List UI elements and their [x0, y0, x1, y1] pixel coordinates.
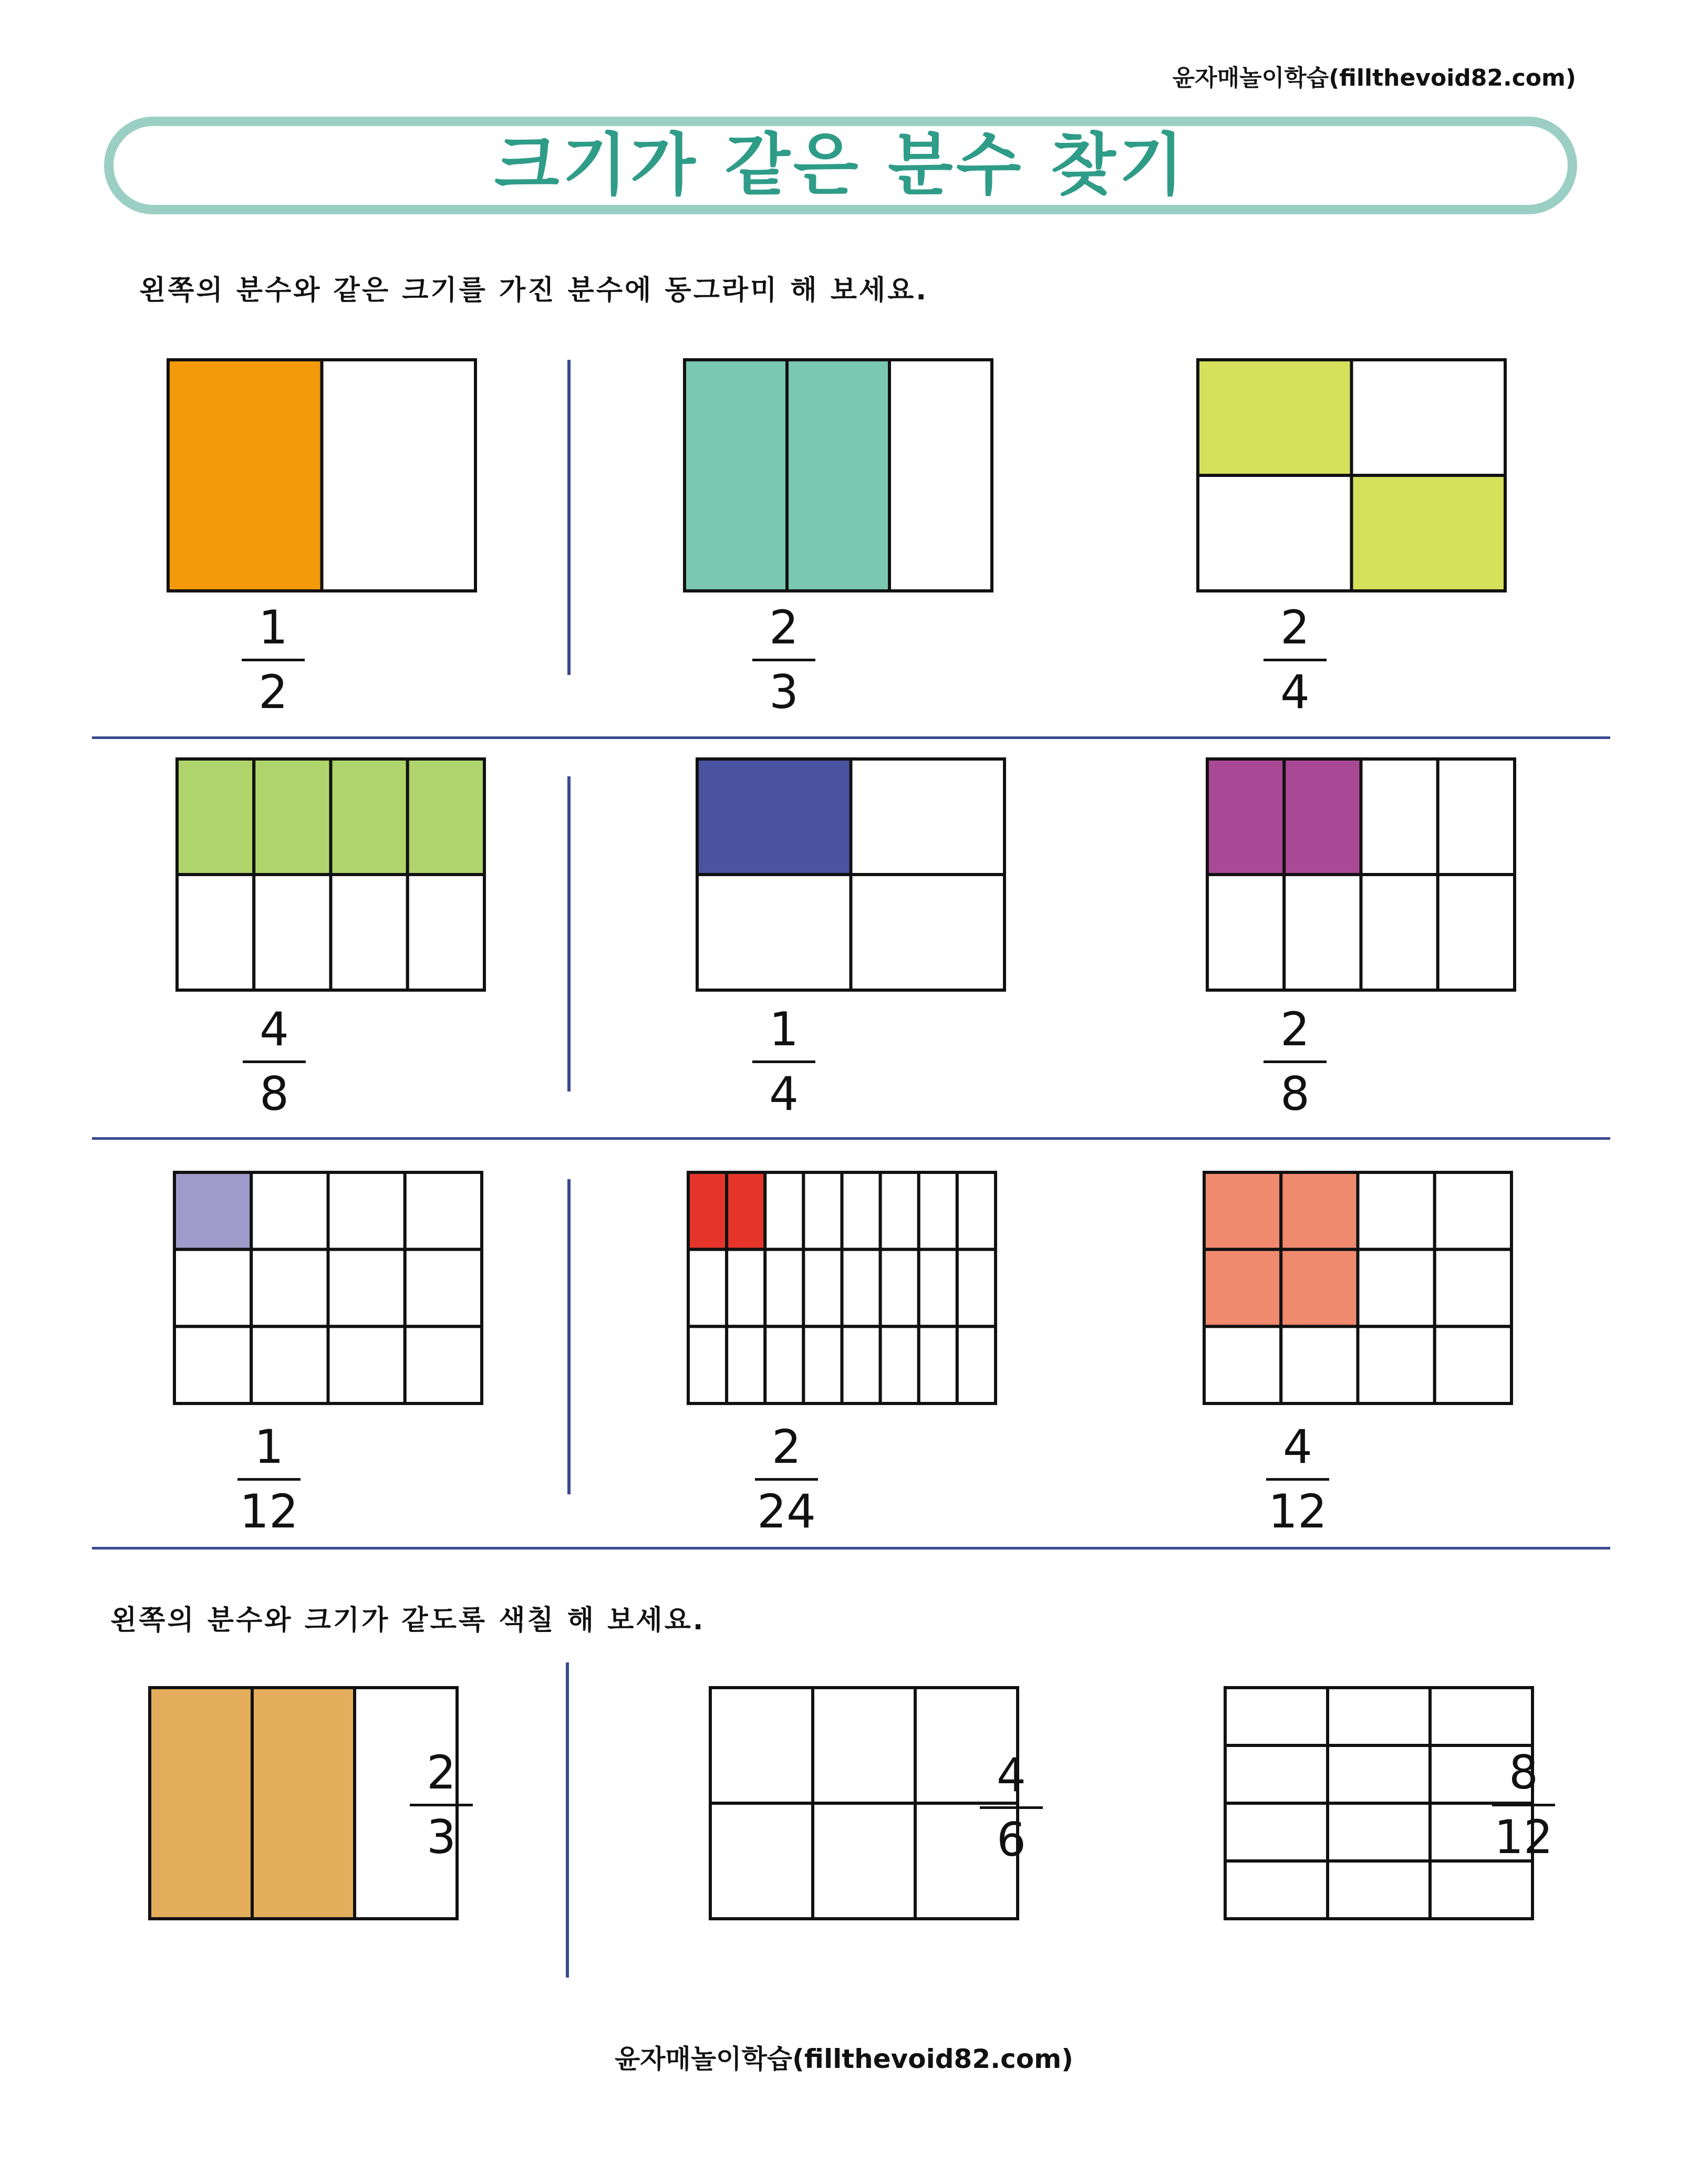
empty-cell [1284, 875, 1361, 990]
fraction-denominator: 6 [997, 1813, 1026, 1867]
fraction-denominator: 3 [427, 1810, 456, 1864]
empty-cell [331, 875, 408, 990]
empty-cell [405, 1172, 482, 1250]
empty-cell [889, 360, 992, 591]
row-separator [92, 1137, 1610, 1140]
empty-cell[interactable] [1328, 1861, 1430, 1919]
fraction-bar [242, 659, 305, 661]
circle-fraction-label-4[interactable] [731, 1001, 836, 1123]
empty-cell[interactable] [813, 1688, 915, 1803]
shaded-cell [685, 360, 787, 591]
circle-fraction-label-8[interactable] [1245, 1418, 1350, 1541]
site-label-top: 윤자매놀이학습(fillthevoid82.com) [1172, 65, 1576, 91]
circle-grid-4 [694, 756, 1008, 993]
empty-cell [328, 1172, 405, 1250]
empty-cell [851, 759, 1005, 875]
empty-cell [1207, 875, 1284, 990]
shaded-cell [168, 360, 322, 591]
column-separator [566, 1662, 569, 1978]
empty-cell [1204, 1326, 1281, 1403]
circle-grid-6 [171, 1169, 485, 1407]
empty-cell [1358, 1326, 1435, 1403]
fraction-denominator: 12 [240, 1484, 298, 1538]
shaded-cell [1281, 1172, 1358, 1250]
empty-cell[interactable] [1430, 1688, 1532, 1745]
empty-cell [957, 1326, 996, 1403]
circle-grid-2 [1195, 357, 1508, 594]
fraction-denominator: 2 [258, 665, 288, 719]
row-separator [92, 736, 1610, 739]
shaded-cell [1204, 1250, 1281, 1327]
instruction-circle: 왼쪽의 분수와 같은 크기를 가진 분수에 동그라미 해 보세요. [139, 275, 929, 306]
color-fraction-label-2 [1471, 1744, 1576, 1866]
empty-cell[interactable] [710, 1803, 813, 1919]
fraction-bar [1266, 1478, 1329, 1481]
empty-cell [842, 1172, 881, 1250]
empty-cell [1352, 360, 1506, 475]
empty-cell [405, 1326, 482, 1403]
empty-cell[interactable] [1225, 1745, 1328, 1803]
empty-cell [1358, 1250, 1435, 1327]
shaded-cell [688, 1172, 727, 1250]
empty-cell [251, 1250, 328, 1327]
fraction-bar [752, 659, 815, 661]
empty-cell[interactable] [710, 1688, 813, 1803]
fraction-denominator: 12 [1268, 1484, 1327, 1538]
fraction-numerator: 2 [769, 600, 799, 654]
empty-cell [177, 875, 254, 990]
fraction-bar [1492, 1804, 1555, 1806]
shaded-cell[interactable] [150, 1688, 252, 1919]
empty-cell [1435, 1326, 1511, 1403]
empty-cell [1281, 1326, 1358, 1403]
fraction-numerator: 2 [1280, 1002, 1310, 1056]
empty-cell[interactable] [1225, 1861, 1328, 1919]
shaded-cell [1198, 360, 1352, 475]
fraction-numerator: 1 [769, 1002, 799, 1056]
empty-cell [1361, 875, 1438, 990]
circle-grid-5 [1204, 756, 1518, 993]
shaded-cell [408, 759, 484, 875]
row-separator [92, 1547, 1610, 1549]
empty-cell [881, 1172, 919, 1250]
empty-cell [919, 1250, 957, 1327]
circle-grid-1 [681, 357, 995, 594]
fraction-bar [243, 1060, 306, 1063]
color-fraction-label-0 [389, 1744, 494, 1866]
empty-cell [174, 1326, 251, 1403]
shaded-cell [1207, 759, 1284, 875]
empty-cell [251, 1326, 328, 1403]
fraction-bar [1264, 1060, 1327, 1063]
empty-cell [688, 1250, 727, 1327]
fraction-bar [752, 1060, 815, 1063]
empty-cell [727, 1326, 765, 1403]
fraction-numerator: 2 [1280, 600, 1310, 654]
circle-fraction-label-3[interactable] [222, 1001, 327, 1123]
fraction-bar [755, 1478, 818, 1481]
fraction-bar [410, 1804, 473, 1806]
shaded-cell [787, 360, 889, 591]
page-title: 크기가 같은 분수 찾기 [494, 126, 1187, 204]
fraction-denominator: 4 [1280, 665, 1310, 719]
empty-cell [1435, 1250, 1511, 1327]
instruction-color: 왼쪽의 분수와 크기가 같도록 색칠 해 보세요. [110, 1605, 706, 1636]
fraction-denominator: 8 [260, 1067, 289, 1121]
empty-cell [765, 1172, 803, 1250]
circle-fraction-label-1[interactable] [731, 599, 836, 721]
empty-cell [405, 1250, 482, 1327]
fraction-bar [237, 1478, 301, 1481]
empty-cell [697, 875, 851, 990]
shaded-cell [1281, 1250, 1358, 1327]
shaded-cell [1284, 759, 1361, 875]
empty-cell [328, 1250, 405, 1327]
empty-cell [957, 1250, 996, 1327]
circle-grid-7 [685, 1169, 999, 1407]
empty-cell [919, 1172, 957, 1250]
empty-cell [842, 1326, 881, 1403]
empty-cell [1438, 875, 1515, 990]
shaded-cell [697, 759, 851, 875]
fraction-numerator: 4 [1283, 1420, 1312, 1474]
shaded-cell[interactable] [252, 1688, 355, 1919]
empty-cell [803, 1326, 842, 1403]
empty-cell [408, 875, 484, 990]
fraction-numerator: 2 [772, 1420, 801, 1474]
fraction-bar [1264, 659, 1327, 661]
empty-cell [1358, 1172, 1435, 1250]
empty-cell[interactable] [1328, 1803, 1430, 1861]
empty-cell[interactable] [1328, 1745, 1430, 1803]
empty-cell [251, 1172, 328, 1250]
shaded-cell [1352, 475, 1506, 591]
fraction-numerator: 1 [258, 600, 288, 654]
empty-cell [254, 875, 330, 990]
empty-cell [1435, 1172, 1511, 1250]
circle-fraction-label-7[interactable] [734, 1418, 839, 1541]
circle-fraction-label-2[interactable] [1242, 599, 1348, 721]
empty-cell [881, 1250, 919, 1327]
fraction-numerator: 2 [427, 1745, 456, 1800]
empty-cell [174, 1250, 251, 1327]
shaded-cell [177, 759, 254, 875]
column-separator [567, 1179, 571, 1494]
shaded-cell [254, 759, 330, 875]
empty-cell [1198, 475, 1352, 591]
site-label-bottom: 윤자매놀이학습(fillthevoid82.com) [614, 2044, 1074, 2074]
fraction-denominator: 12 [1494, 1810, 1553, 1864]
fraction-denominator: 24 [757, 1484, 816, 1538]
empty-cell [842, 1250, 881, 1327]
empty-cell [1438, 759, 1515, 875]
column-separator [567, 776, 571, 1091]
empty-cell [765, 1250, 803, 1327]
fraction-numerator: 4 [260, 1002, 289, 1056]
circle-grid-8 [1201, 1169, 1515, 1407]
empty-cell[interactable] [1225, 1688, 1328, 1745]
shaded-cell [331, 759, 408, 875]
fraction-numerator: 8 [1509, 1745, 1538, 1800]
empty-cell [727, 1250, 765, 1327]
empty-cell [851, 875, 1005, 990]
shaded-cell [174, 1172, 251, 1250]
circle-grid-0 [165, 357, 479, 594]
circle-grid-3 [174, 756, 488, 993]
empty-cell [322, 360, 476, 591]
fraction-denominator: 4 [769, 1067, 799, 1121]
circle-fraction-label-6[interactable] [216, 1418, 322, 1541]
empty-cell[interactable] [1225, 1803, 1328, 1861]
shaded-cell [727, 1172, 765, 1250]
empty-cell [919, 1326, 957, 1403]
column-separator [567, 360, 571, 675]
fraction-denominator: 8 [1280, 1067, 1310, 1121]
empty-cell [328, 1326, 405, 1403]
empty-cell [803, 1250, 842, 1327]
fraction-denominator: 3 [769, 665, 799, 719]
empty-cell [1361, 759, 1438, 875]
circle-fraction-label-5[interactable] [1242, 1001, 1348, 1123]
fraction-numerator: 4 [997, 1748, 1026, 1802]
color-fraction-label-1 [959, 1746, 1064, 1869]
empty-cell[interactable] [1328, 1688, 1430, 1745]
fraction-numerator: 1 [254, 1420, 284, 1474]
empty-cell[interactable] [1430, 1861, 1532, 1919]
empty-cell [765, 1326, 803, 1403]
empty-cell [688, 1326, 727, 1403]
empty-cell [881, 1326, 919, 1403]
empty-cell[interactable] [813, 1803, 915, 1919]
circle-fraction-label-0[interactable] [221, 599, 326, 721]
shaded-cell [1204, 1172, 1281, 1250]
fraction-bar [980, 1806, 1043, 1809]
empty-cell [803, 1172, 842, 1250]
empty-cell [957, 1172, 996, 1250]
